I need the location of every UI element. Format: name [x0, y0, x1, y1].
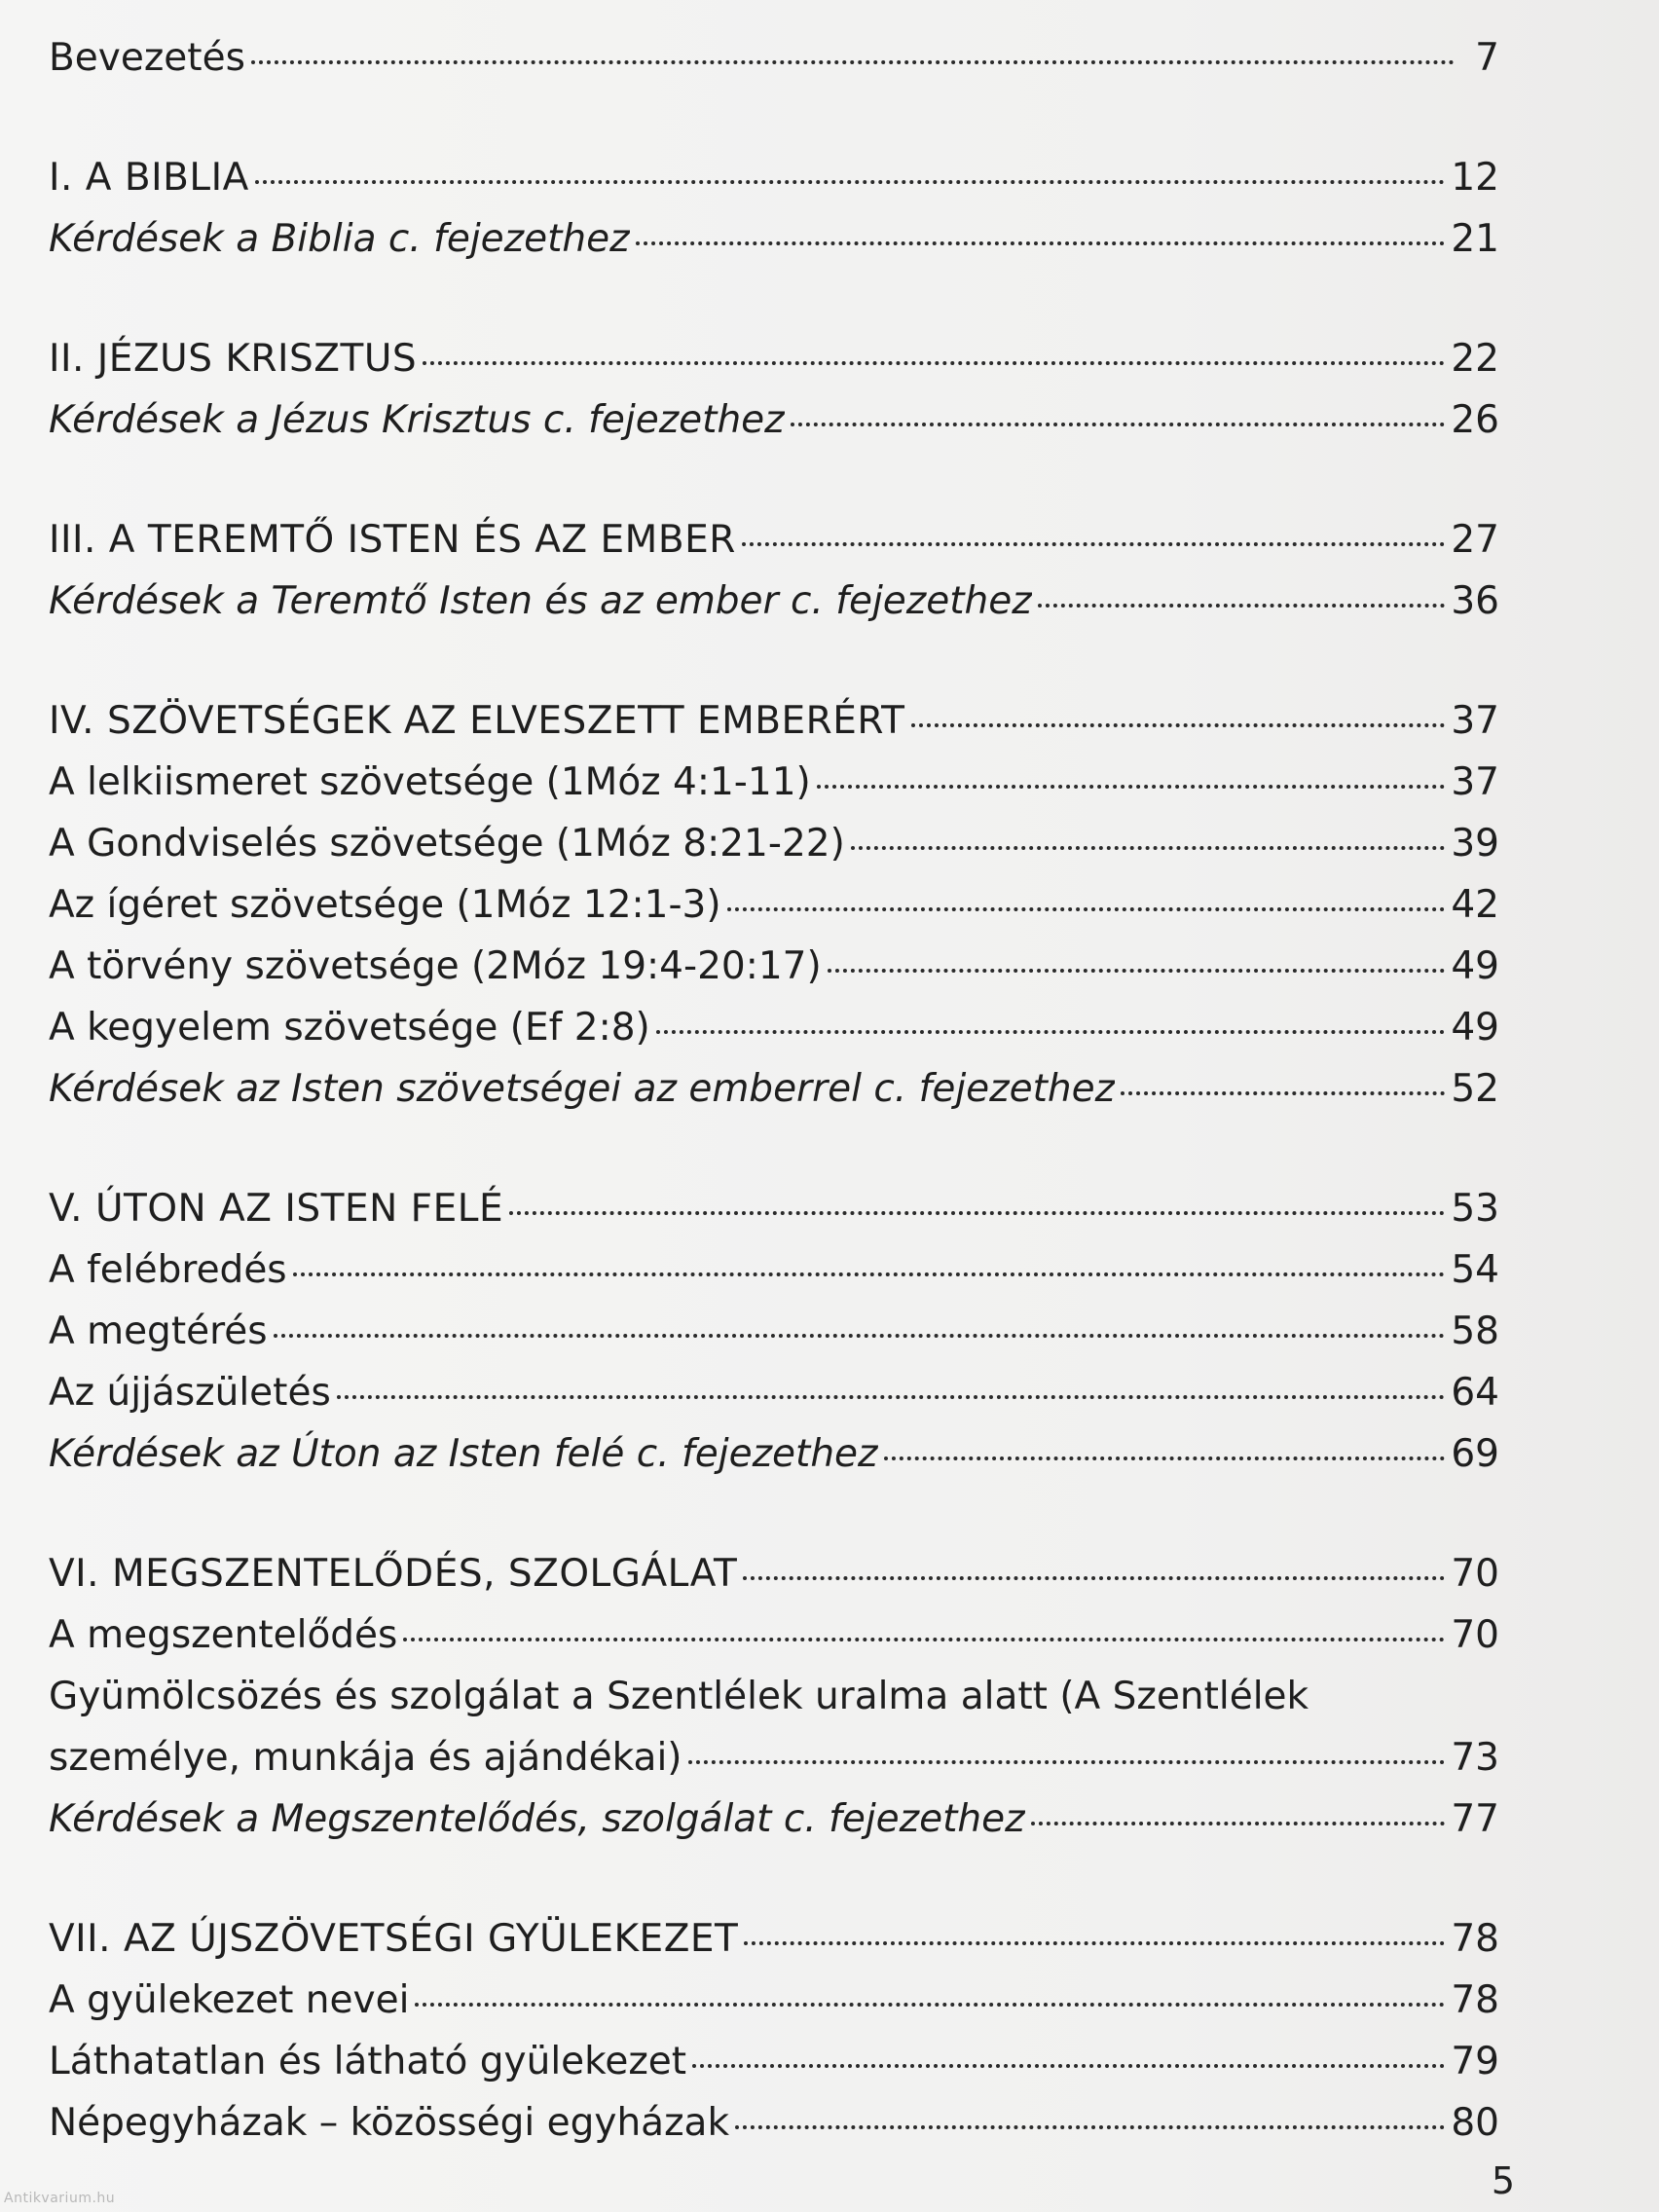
- toc-entry-title: A Gondviselés szövetsége (1Móz 8:21-22): [49, 822, 845, 866]
- toc-chapter-heading: [49, 147, 1499, 208]
- toc-entry-title: Kérdések az Úton az Isten felé c. fejezethez: [49, 1432, 878, 1476]
- table-of-contents: [49, 27, 1499, 2154]
- toc-entry: [49, 1239, 1499, 1301]
- toc-entry-title: A gyülekezet nevei: [49, 1978, 410, 2022]
- dot-leader: [851, 846, 1446, 850]
- toc-entry-title-line: Gyümölcsözés és szolgálat a Szentlélek uralma alatt (A Szentlélek: [49, 1675, 1309, 1718]
- toc-entry: [49, 2031, 1499, 2092]
- dot-leader: [688, 1760, 1446, 1764]
- toc-questions-entry: [49, 1788, 1499, 1850]
- toc-chapter-heading: [49, 1908, 1499, 1970]
- toc-entry-page: 70: [1451, 1552, 1499, 1596]
- dot-leader: [828, 969, 1446, 973]
- toc-entry-title: A törvény szövetsége (2Móz 19:4-20:17): [49, 944, 822, 988]
- toc-entry-page: 73: [1451, 1736, 1499, 1780]
- section-gap: [49, 632, 1499, 690]
- toc-entry: [49, 1301, 1499, 1362]
- toc-entry-page: 37: [1451, 699, 1499, 743]
- dot-leader: [1121, 1091, 1445, 1095]
- toc-questions-entry: [49, 1423, 1499, 1485]
- dot-leader: [911, 723, 1446, 727]
- toc-questions-entry: [49, 389, 1499, 451]
- dot-leader: [293, 1272, 1446, 1276]
- section-gap: [49, 270, 1499, 328]
- watermark-text: Antikvarium.hu: [4, 2191, 116, 2206]
- toc-entry-page: 21: [1451, 217, 1499, 261]
- toc-questions-entry: [49, 208, 1499, 270]
- toc-entry-page: 70: [1451, 1613, 1499, 1657]
- dot-leader: [636, 241, 1446, 245]
- toc-entry: [49, 997, 1499, 1058]
- toc-entry-title: Kérdések az Isten szövetségei az emberrel c. fejezethez: [49, 1067, 1116, 1111]
- toc-questions-entry: [49, 1058, 1499, 1120]
- dot-leader: [656, 1030, 1446, 1034]
- toc-entry-title: II. JÉZUS KRISZTUS: [49, 337, 418, 381]
- dot-leader: [509, 1211, 1445, 1215]
- dot-leader: [742, 542, 1446, 546]
- toc-entry: [49, 1362, 1499, 1423]
- dot-leader: [1031, 1822, 1446, 1825]
- section-gap: [49, 89, 1499, 147]
- toc-entry-title: I. A BIBLIA: [49, 156, 249, 200]
- dot-leader: [735, 2125, 1445, 2129]
- toc-entry-page: 78: [1451, 1978, 1499, 2022]
- toc-entry-page: 22: [1451, 337, 1499, 381]
- toc-chapter-heading: [49, 1543, 1499, 1604]
- toc-entry-title: Kérdések a Megszentelődés, szolgálat c. fejezethez: [49, 1797, 1025, 1841]
- toc-entry-page: 78: [1451, 1917, 1499, 1961]
- toc-entry-page: 69: [1451, 1432, 1499, 1476]
- toc-entry-title: Az újjászületés: [49, 1371, 331, 1415]
- toc-entry-page: 79: [1451, 2040, 1499, 2083]
- toc-entry-title: személye, munkája és ajándékai): [49, 1736, 682, 1780]
- toc-entry-page: 80: [1451, 2101, 1499, 2145]
- toc-entry-page: 12: [1451, 156, 1499, 200]
- toc-entry-page: 54: [1451, 1248, 1499, 1292]
- section-gap: [49, 1485, 1499, 1543]
- toc-entry: [49, 1970, 1499, 2031]
- toc-entry: [49, 813, 1499, 874]
- toc-entry-page: 53: [1451, 1187, 1499, 1231]
- dot-leader: [403, 1638, 1445, 1641]
- section-gap: [49, 451, 1499, 509]
- toc-chapter-heading: [49, 328, 1499, 389]
- dot-leader: [337, 1395, 1446, 1399]
- toc-entry-page: 49: [1451, 1006, 1499, 1050]
- toc-entry-title: A kegyelem szövetsége (Ef 2:8): [49, 1006, 650, 1050]
- toc-entry-title: Láthatatlan és látható gyülekezet: [49, 2040, 687, 2083]
- toc-entry: [49, 1727, 1499, 1788]
- toc-entry-page: 64: [1451, 1371, 1499, 1415]
- dot-leader: [1038, 604, 1446, 608]
- page-number: 5: [1491, 2159, 1515, 2202]
- toc-entry-title: A lelkiismeret szövetsége (1Móz 4:1-11): [49, 760, 811, 804]
- toc-entry-page: 42: [1451, 883, 1499, 927]
- toc-entry-title: A megszentelődés: [49, 1613, 398, 1657]
- toc-entry-title: Kérdések a Teremtő Isten és az ember c. fejezethez: [49, 579, 1032, 623]
- dot-leader: [415, 2003, 1445, 2007]
- toc-entry-page: 49: [1451, 944, 1499, 988]
- toc-entry-page: 37: [1451, 760, 1499, 804]
- toc-entry: [49, 936, 1499, 997]
- toc-questions-entry: [49, 571, 1499, 632]
- toc-entry-page: 58: [1451, 1309, 1499, 1353]
- dot-leader: [791, 423, 1446, 426]
- toc-entry-page: 7: [1475, 36, 1499, 80]
- toc-chapter-heading: [49, 690, 1499, 752]
- dot-leader: [743, 1576, 1445, 1580]
- toc-entry-page: 52: [1451, 1067, 1499, 1111]
- toc-entry: [49, 1604, 1499, 1666]
- toc-entry-title: A megtérés: [49, 1309, 268, 1353]
- toc-entry-title: Népegyházak – közösségi egyházak: [49, 2101, 730, 2145]
- dot-leader: [884, 1456, 1446, 1460]
- toc-entry-page: 36: [1451, 579, 1499, 623]
- toc-entry-title: Az ígéret szövetsége (1Móz 12:1-3): [49, 883, 721, 927]
- dot-leader: [274, 1334, 1446, 1338]
- toc-entry-title: III. A TEREMTŐ ISTEN ÉS AZ EMBER: [49, 518, 736, 562]
- toc-entry-page: 27: [1451, 518, 1499, 562]
- dot-leader: [692, 2064, 1445, 2068]
- toc-entry: [49, 2092, 1499, 2154]
- toc-entry-title: V. ÚTON AZ ISTEN FELÉ: [49, 1187, 504, 1231]
- toc-entry-page: 26: [1451, 398, 1499, 442]
- toc-entry-title: VII. AZ ÚJSZÖVETSÉGI GYÜLEKEZET: [49, 1917, 739, 1961]
- toc-entry-title: IV. SZÖVETSÉGEK AZ ELVESZETT EMBERÉRT: [49, 699, 905, 743]
- toc-entry-title: Bevezetés: [49, 36, 245, 80]
- toc-entry-title: Kérdések a Jézus Krisztus c. fejezethez: [49, 398, 785, 442]
- toc-entry: [49, 27, 1499, 89]
- dot-leader: [423, 361, 1445, 365]
- dot-leader: [744, 1941, 1445, 1945]
- toc-entry-page: 39: [1451, 822, 1499, 866]
- section-gap: [49, 1850, 1499, 1908]
- dot-leader: [255, 180, 1446, 184]
- dot-leader: [817, 785, 1446, 789]
- toc-chapter-heading: [49, 509, 1499, 571]
- dot-leader: [727, 907, 1446, 911]
- toc-entry-title: Kérdések a Biblia c. fejezethez: [49, 217, 630, 261]
- toc-chapter-heading: [49, 1178, 1499, 1239]
- toc-entry-title: VI. MEGSZENTELŐDÉS, SZOLGÁLAT: [49, 1552, 738, 1596]
- toc-entry: [49, 752, 1499, 813]
- section-gap: [49, 1120, 1499, 1178]
- toc-entry: [49, 874, 1499, 936]
- dot-leader: [251, 60, 1455, 64]
- toc-entry-page: 77: [1451, 1797, 1499, 1841]
- toc-entry-title: A felébredés: [49, 1248, 287, 1292]
